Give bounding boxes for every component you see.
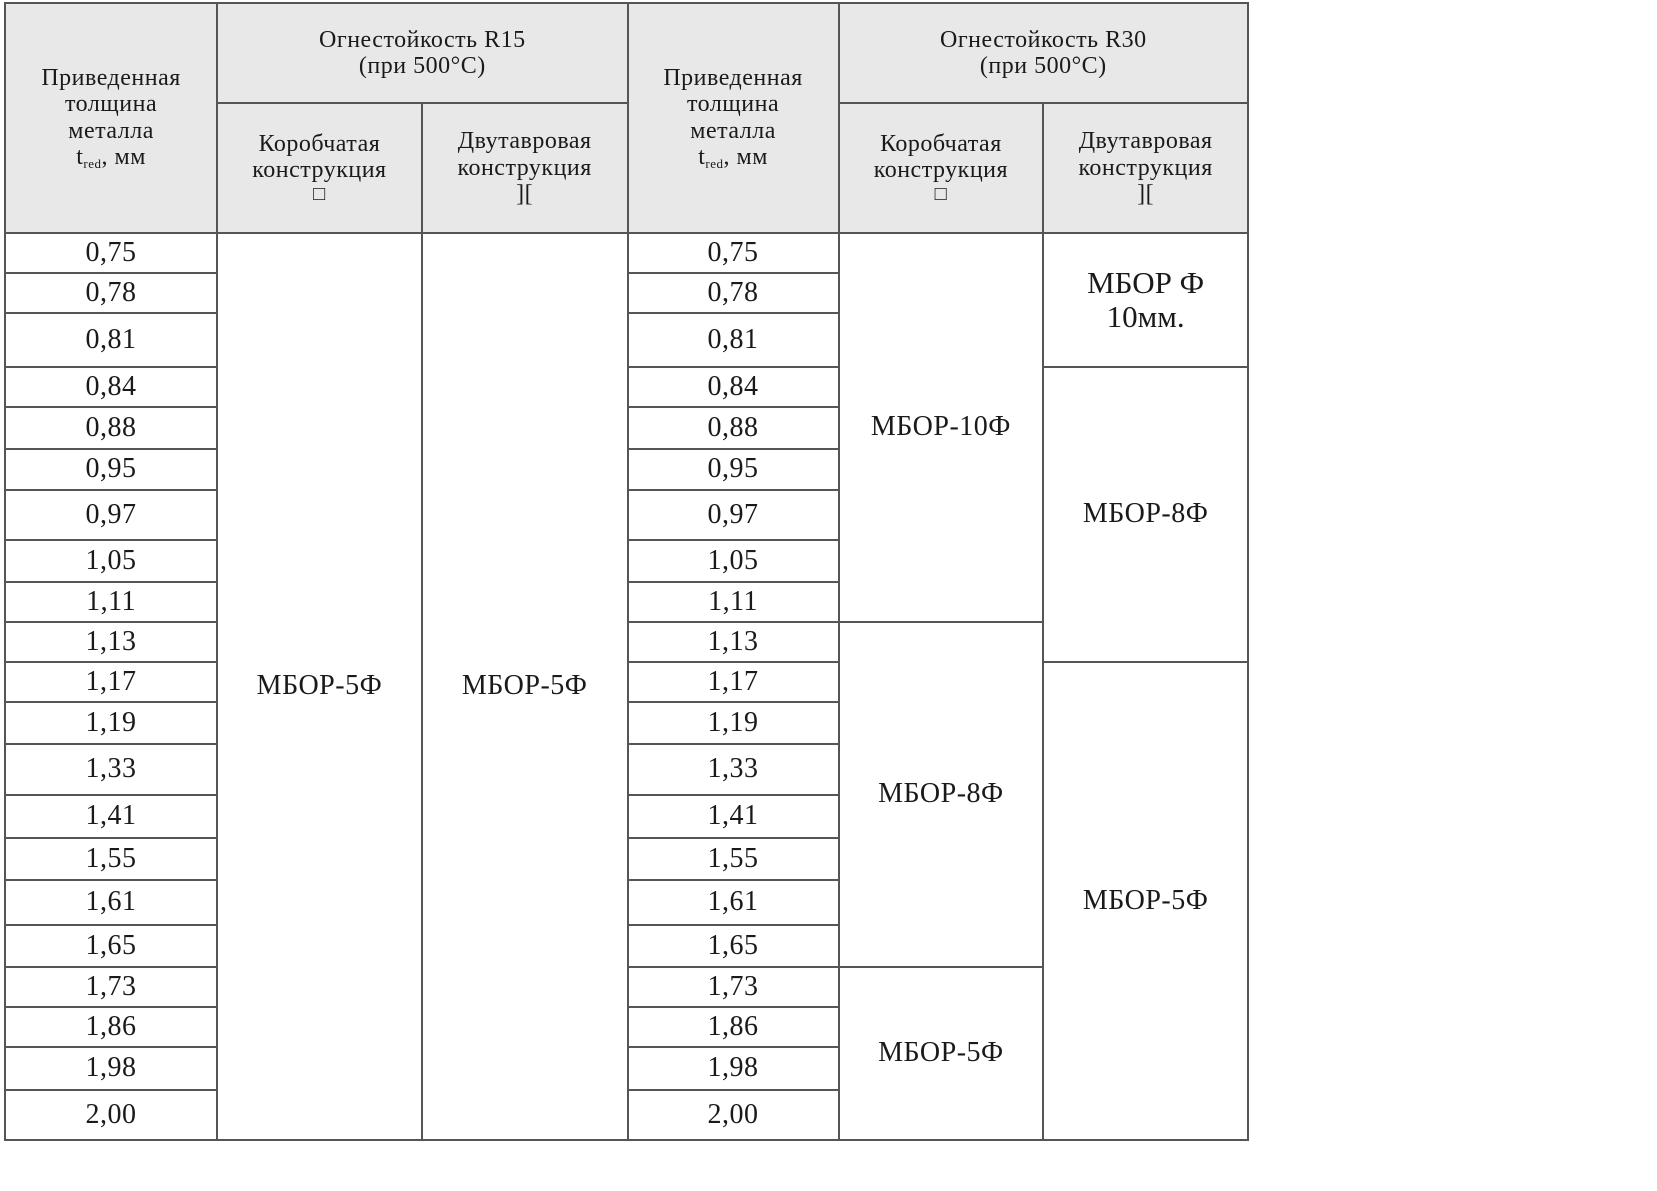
header-r15-box: Коробчатая конструкция □ [217, 103, 422, 233]
header-r30-box: Коробчатая конструкция □ [839, 103, 1044, 233]
thickness-cell: 1,86 [628, 1007, 839, 1047]
thickness-cell: 1,05 [628, 540, 839, 582]
thickness-cell: 1,11 [628, 582, 839, 622]
thickness-cell: 1,19 [5, 702, 217, 744]
thickness-cell: 1,98 [5, 1047, 217, 1090]
header-r15-ibeam: Двутавровая конструкция ][ [422, 103, 628, 233]
thickness-cell: 1,73 [5, 967, 217, 1007]
thickness-cell: 2,00 [628, 1090, 839, 1140]
header-r30-ibeam: Двутавровая конструкция ][ [1043, 103, 1248, 233]
box-symbol-icon: □ [313, 183, 326, 206]
thickness-cell: 0,97 [628, 490, 839, 540]
thickness-cell: 1,65 [628, 925, 839, 967]
thickness-cell: 0,84 [628, 367, 839, 407]
thickness-cell: 0,81 [5, 313, 217, 367]
thickness-cell: 0,84 [5, 367, 217, 407]
thickness-cell: 1,55 [628, 838, 839, 880]
thickness-cell: 1,13 [5, 622, 217, 662]
header-r30: Огнестойкость R30 (при 500°С) [839, 3, 1248, 103]
thickness-cell: 0,95 [628, 449, 839, 490]
thickness-cell: 1,41 [628, 795, 839, 838]
thickness-cell: 1,41 [5, 795, 217, 838]
r30-box-material-1: МБОР-10Ф [839, 233, 1044, 622]
r15-ibeam-material: МБОР-5Ф [422, 233, 628, 1140]
header-thickness-2: Приведенная толщина металла $t_{red}$, мм [628, 3, 839, 233]
thickness-cell: 1,55 [5, 838, 217, 880]
thickness-cell: 1,33 [628, 744, 839, 795]
thickness-cell: 1,19 [628, 702, 839, 744]
thickness-cell: 1,17 [5, 662, 217, 702]
thickness-cell: 1,98 [628, 1047, 839, 1090]
thickness-cell: 0,88 [628, 407, 839, 449]
r15-box-material: МБОР-5Ф [217, 233, 422, 1140]
fire-resistance-table [4, 2, 1249, 1141]
thickness-cell: 0,81 [628, 313, 839, 367]
header-r15: Огнестойкость R15 (при 500°С) [217, 3, 627, 103]
thickness-cell: 1,65 [5, 925, 217, 967]
thickness-cell: 0,78 [5, 273, 217, 313]
thickness-cell: 0,75 [5, 233, 217, 273]
r30-box-material-3: МБОР-5Ф [839, 967, 1044, 1140]
r30-ibeam-material-2: МБОР-8Ф [1043, 367, 1248, 662]
ibeam-symbol-icon: ][ [516, 181, 534, 208]
ibeam-symbol-icon: ][ [1137, 181, 1155, 208]
thickness-cell: 1,33 [5, 744, 217, 795]
thickness-cell: 1,61 [628, 880, 839, 925]
thickness-cell: 1,11 [5, 582, 217, 622]
thickness-cell: 1,05 [5, 540, 217, 582]
thickness-cell: 1,61 [5, 880, 217, 925]
thickness-cell: 2,00 [5, 1090, 217, 1140]
thickness-cell: 1,17 [628, 662, 839, 702]
header-thickness-1: Приведенная толщина металла $t_{red}$, мм [5, 3, 217, 233]
r30-ibeam-material-1: МБОР Ф 10мм. [1043, 233, 1248, 367]
thickness-cell: 1,13 [628, 622, 839, 662]
r30-ibeam-material-3: МБОР-5Ф [1043, 662, 1248, 1140]
thickness-cell: 0,97 [5, 490, 217, 540]
thickness-cell: 1,73 [628, 967, 839, 1007]
box-symbol-icon: □ [934, 183, 948, 206]
thickness-cell: 0,78 [628, 273, 839, 313]
r30-box-material-2: МБОР-8Ф [839, 622, 1044, 967]
thickness-cell: 0,88 [5, 407, 217, 449]
thickness-cell: 0,75 [628, 233, 839, 273]
thickness-cell: 1,86 [5, 1007, 217, 1047]
thickness-cell: 0,95 [5, 449, 217, 490]
